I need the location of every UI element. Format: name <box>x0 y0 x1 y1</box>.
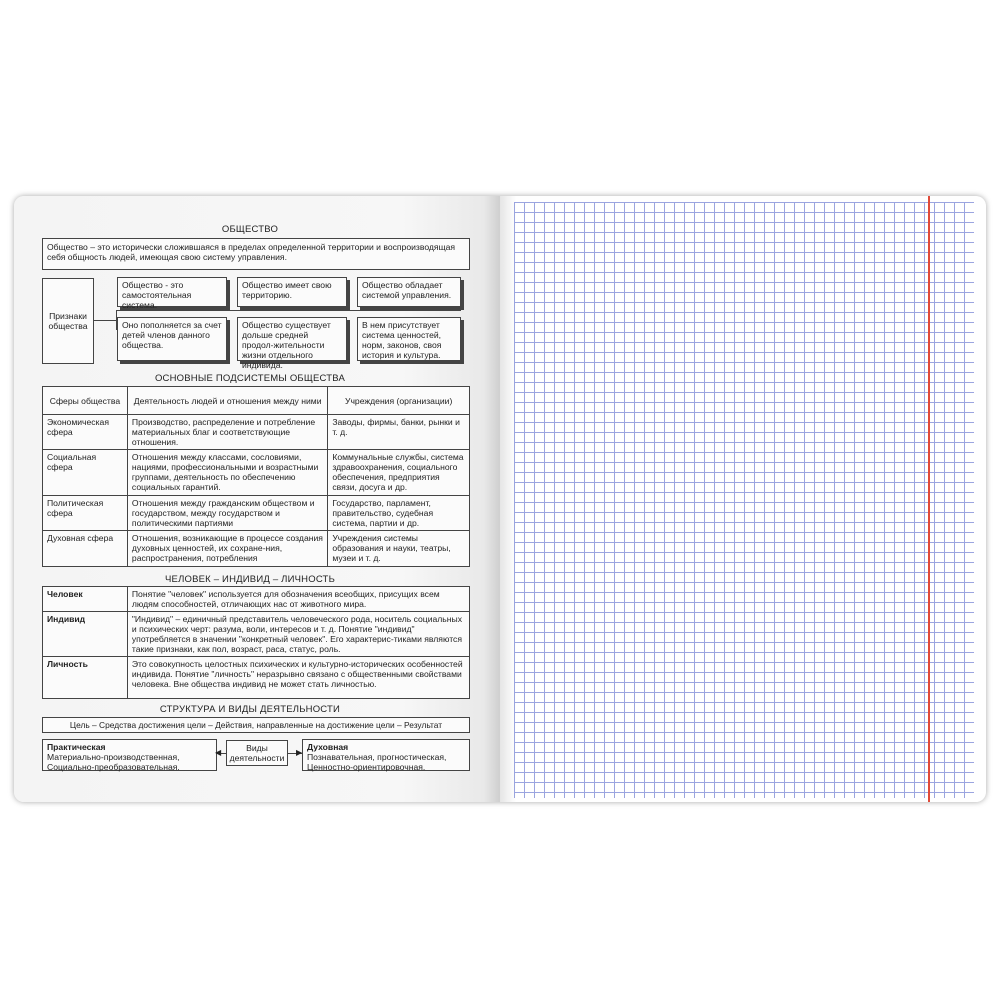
sign-box-1: Общество - это самостоятельная система. <box>117 277 227 307</box>
practical-text: Материально-производственная, Социально-преобразовательная. <box>47 752 180 772</box>
activity-cell: Производство, распределение и потребление материальных благ и соответствующие отношения. <box>127 415 327 450</box>
graph-paper-grid <box>514 202 974 798</box>
activity-title: СТРУКТУРА И ВИДЫ ДЕЯТЕЛЬНОСТИ <box>159 704 341 715</box>
subsystems-table <box>42 386 470 567</box>
institution-cell: Коммунальные службы, система здравоохранения, социального обеспечения, предприятия связи, досуга и др. <box>328 450 470 496</box>
spiritual-text: Познавательная, прогностическая, Ценностно-ориентировочная. <box>307 752 447 772</box>
institution-cell: Заводы, фирмы, банки, рынки и т. д. <box>328 415 470 450</box>
person-table <box>42 586 470 699</box>
sphere-cell: Социальная сфера <box>43 450 128 496</box>
sphere-cell: Духовная сфера <box>43 531 128 567</box>
practical-title: Практическая <box>47 742 106 752</box>
table-row <box>43 531 470 567</box>
sphere-cell: Политическая сфера <box>43 496 128 531</box>
sign-box-3: Общество обладает системой управления. <box>357 277 461 307</box>
society-title: ОБЩЕСТВО <box>221 224 279 235</box>
term-cell: Личность <box>43 657 128 699</box>
arrow-left-icon: ◀ <box>215 748 222 757</box>
arrow-right-icon: ▶ <box>296 748 303 757</box>
sign-box-5: Общество существует дольше средней продол-жительности жизни отдельного индивида. <box>237 317 347 361</box>
activity-structure: Цель – Средства достижения цели – Действия, направленные на достижение цели – Результат <box>42 717 470 733</box>
person-title: ЧЕЛОВЕК – ИНДИВИД – ЛИЧНОСТЬ <box>165 574 335 585</box>
practical-box <box>42 739 217 771</box>
society-definition: Общество – это исторически сложившаяся в пределах определенной территории и воспроизводящая себя общность людей, имеющая свою систему управления. <box>42 238 470 270</box>
spiritual-title: Духовная <box>307 742 349 752</box>
table-row <box>43 657 470 699</box>
subsystems-title: ОСНОВНЫЕ ПОДСИСТЕМЫ ОБЩЕСТВА <box>154 373 346 384</box>
sign-box-6: В нем присутствует система ценностей, норм, законов, своя история и культура. <box>357 317 461 361</box>
table-row <box>43 587 470 612</box>
header-institutions: Учреждения (организации) <box>328 387 470 415</box>
sign-box-2: Общество имеет свою территорию. <box>237 277 347 307</box>
activity-cell: Отношения между гражданским обществом и государством, между государством и политическими партиями <box>127 496 327 531</box>
definition-cell: Это совокупность целостных психических и культурно-исторических особенностей индивида. Понятие "личность" неразрывно связано с общественными свойствами человека. Вне общества индивид не может стать личностью. <box>127 657 469 699</box>
activity-cell: Отношения между классами, сословиями, нациями, профессиональными и возрастными группами, деятельность по обеспечению социальных гарантий. <box>127 450 327 496</box>
activity-kinds-label: Виды деятельности <box>226 740 288 766</box>
spiritual-box <box>302 739 470 771</box>
activity-cell: Отношения, возникающие в процессе создания духовных ценностей, их сохране-ния, распространения, потребления <box>127 531 327 567</box>
spine-gutter <box>484 196 516 802</box>
header-activity: Деятельность людей и отношения между ними <box>127 387 327 415</box>
signs-connector <box>94 320 116 321</box>
margin-line <box>928 196 930 802</box>
table-row <box>43 450 470 496</box>
society-signs-label: Признаки общества <box>42 278 94 364</box>
institution-cell: Государство, парламент, правительство, судебная система, партии и др. <box>328 496 470 531</box>
definition-cell: "Индивид" – единичный представитель человеческого рода, носитель социальных и психических черт: разума, воли, интересов и т. д. Понятие "индивид" употребляется в значении "конкретный человек". Его характерис-тиками являются такие признаки, как пол, возраст, раса, статус, роль. <box>127 612 469 657</box>
term-cell: Индивид <box>43 612 128 657</box>
table-row <box>43 496 470 531</box>
table-row <box>43 612 470 657</box>
sphere-cell: Экономическая сфера <box>43 415 128 450</box>
sign-box-4: Оно пополняется за счет детей членов данного общества. <box>117 317 227 361</box>
term-cell: Человек <box>43 587 128 612</box>
definition-cell: Понятие "человек" используется для обозначения всеобщих, присущих всем людям способностей, отличающих нас от животного мира. <box>127 587 469 612</box>
signs-connector-top <box>116 310 461 311</box>
table-row <box>43 415 470 450</box>
header-spheres: Сферы общества <box>43 387 128 415</box>
institution-cell: Учреждения системы образования и науки, театры, музеи и т. д. <box>328 531 470 567</box>
